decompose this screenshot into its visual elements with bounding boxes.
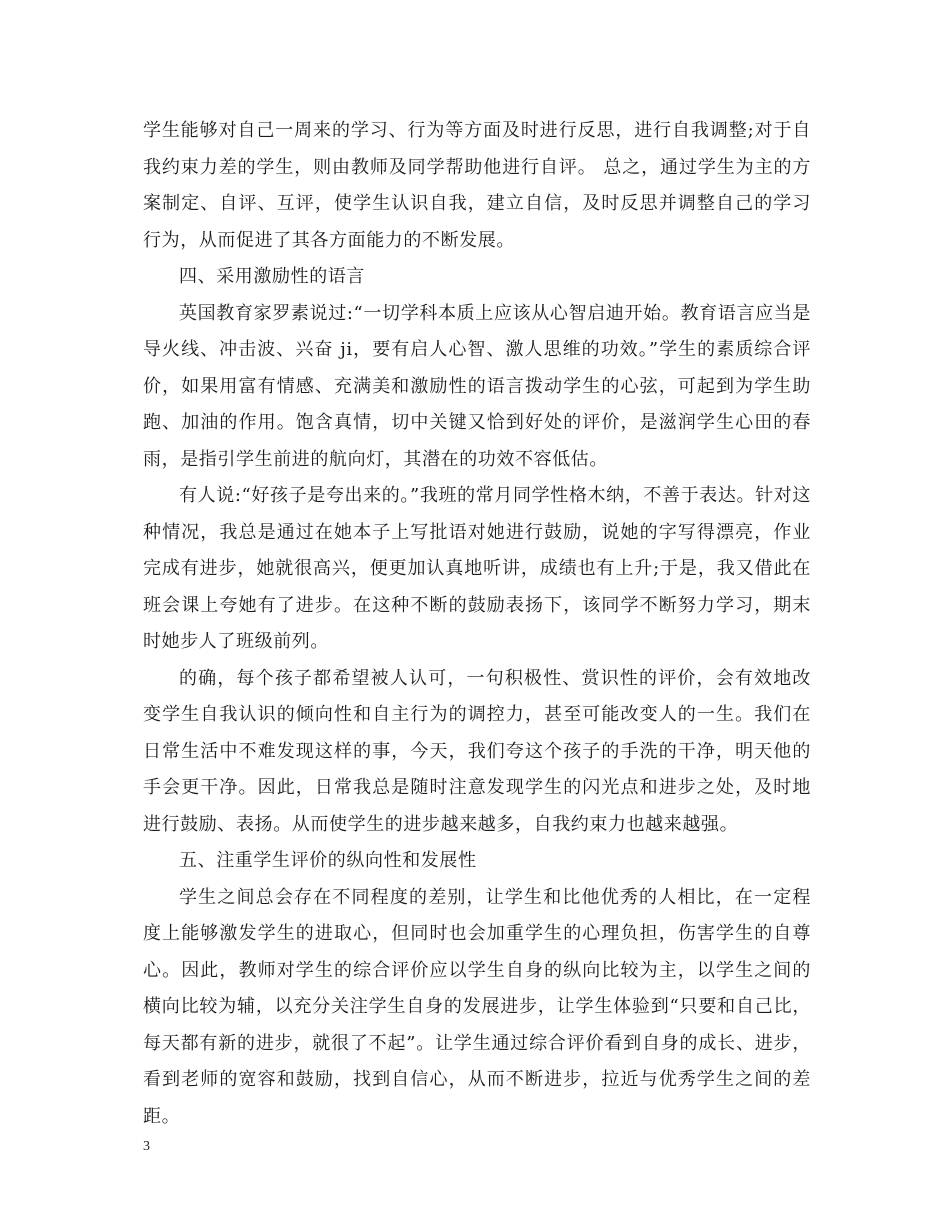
body-text	[143, 113, 811, 1135]
section-heading-four: 四、采用激励性的语言	[179, 266, 365, 287]
section-heading-five: 五、注重学生评价的纵向性和发展性	[179, 850, 477, 871]
paragraph-continuation: 学生能够对自己一周来的学习、行为等方面及时进行反思，进行自我调整;对于自我约束力差的学生，则由教师及同学帮助他进行自评。 总之，通过学生为主的方案制定、自评、互评，使学生认识自我，建立自信，及时反思并调整自己的学习行为，从而促进了其各方面能力的不断发展。	[143, 120, 811, 251]
paragraph-recognition: 的确，每个孩子都希望被人认可，一句积极性、赏识性的评价，会有效地改变学生自我认识的倾向性和自主行为的调控力，甚至可能改变人的一生。我们在日常生活中不难发现这样的事，今天，我们夸这个孩子的手洗的干净，明天他的手会更干净。因此，日常我总是随时注意发现学生的闪光点和进步之处，及时地进行鼓励、表扬。从而使学生的进步越来越多，自我约束力也越来越强。	[143, 667, 811, 835]
paragraph-vertical-evaluation: 学生之间总会存在不同程度的差别，让学生和比他优秀的人相比，在一定程度上能够激发学生的进取心，但同时也会加重学生的心理负担，伤害学生的自尊心。因此，教师对学生的综合评价应以学生自身的纵向比较为主，以学生之间的横向比较为辅，以充分关注学生自身的发展进步，让学生体验到“只要和自己比，每天都有新的进步，就很了不起”。让学生通过综合评价看到自身的成长、进步，看到老师的宽容和鼓励，找到自信心，从而不断进步，拉近与优秀学生之间的差距。	[143, 886, 811, 1127]
paragraph-russell-quote: 英国教育家罗素说过:“一切学科本质上应该从心智启迪开始。教育语言应当是导火线、冲击波、兴奋 ji，要有启人心智、激人思维的功效。”学生的素质综合评价，如果用富有情感、充满美和激励性的语言拨动学生的心弦，可起到为学生助跑、加油的作用。饱含真情，切中关键又恰到好处的评价，是滋润学生心田的春雨，是指引学生前进的航向灯，其潜在的功效不容低估。	[143, 302, 811, 470]
page-number: 3	[143, 1139, 150, 1154]
paragraph-example-student: 有人说:“好孩子是夸出来的。”我班的常月同学性格木纳，不善于表达。针对这种情况，我总是通过在她本子上写批语对她进行鼓励，说她的字写得漂亮，作业完成有进步，她就很高兴，便更加认真地听讲，成绩也有上升;于是，我又借此在班会课上夸她有了进步。在这种不断的鼓励表扬下，该同学不断努力学习，期末时她步人了班级前列。	[143, 485, 811, 652]
